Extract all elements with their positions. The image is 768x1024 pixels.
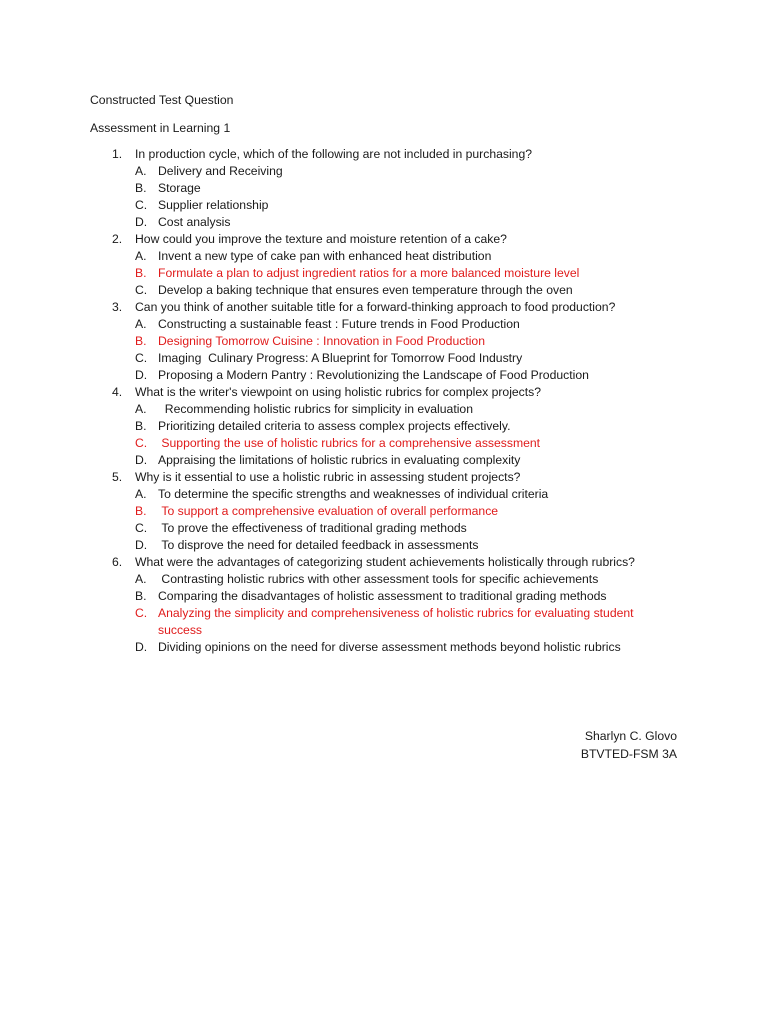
option-text: Delivery and Receiving xyxy=(158,164,283,178)
answer-option xyxy=(0,282,768,299)
answer-option xyxy=(0,571,768,588)
option-text: To support a comprehensive evaluation of overall performance xyxy=(158,504,499,518)
question-item xyxy=(0,384,768,401)
question-number: 3. xyxy=(112,300,123,314)
answer-option-correct xyxy=(0,435,768,452)
answer-option-correct xyxy=(0,333,768,350)
answer-option xyxy=(0,418,768,435)
option-letter: B. xyxy=(135,266,147,280)
option-text: Prioritizing detailed criteria to assess complex projects effectively. xyxy=(158,419,511,433)
option-text: Appraising the limitations of holistic rubrics in evaluating complexity xyxy=(158,453,521,467)
answer-option-correct xyxy=(0,605,768,639)
option-text: Contrasting holistic rubrics with other assessment tools for specific achievements xyxy=(158,572,599,586)
option-letter: B. xyxy=(135,504,147,518)
option-letter: B. xyxy=(135,419,147,433)
option-text: To determine the specific strengths and weaknesses of individual criteria xyxy=(158,487,549,501)
option-letter: D. xyxy=(135,538,148,552)
document-title: Constructed Test Question xyxy=(90,93,234,107)
option-letter: B. xyxy=(135,589,147,603)
answer-option-correct xyxy=(0,265,768,282)
answer-option xyxy=(0,248,768,265)
question-number: 1. xyxy=(112,147,123,161)
option-text: Invent a new type of cake pan with enhanced heat distribution xyxy=(158,249,492,263)
option-letter: A. xyxy=(135,572,147,586)
option-letter: C. xyxy=(135,436,148,450)
author-name: Sharlyn C. Glovo xyxy=(584,729,677,743)
question-item xyxy=(0,299,768,316)
answer-option xyxy=(0,316,768,333)
author-section: BTVTED-FSM 3A xyxy=(580,747,677,761)
option-letter: D. xyxy=(135,453,148,467)
option-letter: D. xyxy=(135,215,148,229)
option-letter: D. xyxy=(135,368,148,382)
question-number: 4. xyxy=(112,385,123,399)
option-letter: B. xyxy=(135,181,147,195)
answer-option xyxy=(0,588,768,605)
option-letter: A. xyxy=(135,249,147,263)
option-text: Supporting the use of holistic rubrics for a comprehensive assessment xyxy=(158,436,541,450)
answer-option xyxy=(0,367,768,384)
option-letter: C. xyxy=(135,283,148,297)
answer-option xyxy=(0,163,768,180)
answer-option xyxy=(0,520,768,537)
question-text: What were the advantages of categorizing student achievements holistically through rubrics? xyxy=(135,555,635,569)
option-letter: A. xyxy=(135,317,147,331)
question-item xyxy=(0,146,768,163)
question-number: 2. xyxy=(112,232,123,246)
option-letter: C. xyxy=(135,351,148,365)
option-text: Develop a baking technique that ensures even temperature through the oven xyxy=(158,283,573,297)
question-number: 6. xyxy=(112,555,123,569)
option-letter: A. xyxy=(135,164,147,178)
option-text: Comparing the disadvantages of holistic assessment to traditional grading methods xyxy=(158,589,607,603)
question-text: How could you improve the texture and moisture retention of a cake? xyxy=(135,232,507,246)
question-item xyxy=(0,554,768,571)
answer-option xyxy=(0,180,768,197)
answer-option xyxy=(0,401,768,418)
option-letter: D. xyxy=(135,640,148,654)
option-text: Storage xyxy=(158,181,201,195)
answer-option xyxy=(0,197,768,214)
option-text: To prove the effectiveness of traditional grading methods xyxy=(158,521,467,535)
option-letter: C. xyxy=(135,198,148,212)
option-text: Constructing a sustainable feast : Future trends in Food Production xyxy=(158,317,520,331)
question-text: Why is it essential to use a holistic rubric in assessing student projects? xyxy=(135,470,521,484)
question-number: 5. xyxy=(112,470,123,484)
question-item xyxy=(0,469,768,486)
option-letter: C. xyxy=(135,606,148,620)
question-text: What is the writer's viewpoint on using holistic rubrics for complex projects? xyxy=(135,385,542,399)
option-text: Imaging Culinary Progress: A Blueprint for Tomorrow Food Industry xyxy=(158,351,523,365)
option-text: Analyzing the simplicity and comprehensiveness of holistic rubrics for evaluating student success xyxy=(158,606,637,637)
option-letter: C. xyxy=(135,521,148,535)
option-text: Dividing opinions on the need for diverse assessment methods beyond holistic rubrics xyxy=(158,640,621,654)
question-list xyxy=(0,146,768,656)
option-text: Cost analysis xyxy=(158,215,231,229)
option-text: Designing Tomorrow Cuisine : Innovation in Food Production xyxy=(158,334,485,348)
answer-option xyxy=(0,214,768,231)
option-text: Recommending holistic rubrics for simplicity in evaluation xyxy=(158,402,473,416)
option-text: Formulate a plan to adjust ingredient ratios for a more balanced moisture level xyxy=(158,266,580,280)
answer-option-correct xyxy=(0,503,768,520)
answer-option xyxy=(0,350,768,367)
answer-option xyxy=(0,486,768,503)
option-text: Proposing a Modern Pantry : Revolutionizing the Landscape of Food Production xyxy=(158,368,589,382)
answer-option xyxy=(0,537,768,554)
signature-block xyxy=(581,727,677,763)
option-letter: A. xyxy=(135,402,147,416)
answer-option xyxy=(0,452,768,469)
option-text: Supplier relationship xyxy=(158,198,269,212)
question-item xyxy=(0,231,768,248)
document-subtitle: Assessment in Learning 1 xyxy=(90,121,231,135)
question-text: Can you think of another suitable title for a forward-thinking approach to food production? xyxy=(135,300,616,314)
answer-option xyxy=(0,639,768,656)
option-text: To disprove the need for detailed feedback in assessments xyxy=(158,538,479,552)
option-letter: A. xyxy=(135,487,147,501)
option-letter: B. xyxy=(135,334,147,348)
question-text: In production cycle, which of the following are not included in purchasing? xyxy=(135,147,533,161)
